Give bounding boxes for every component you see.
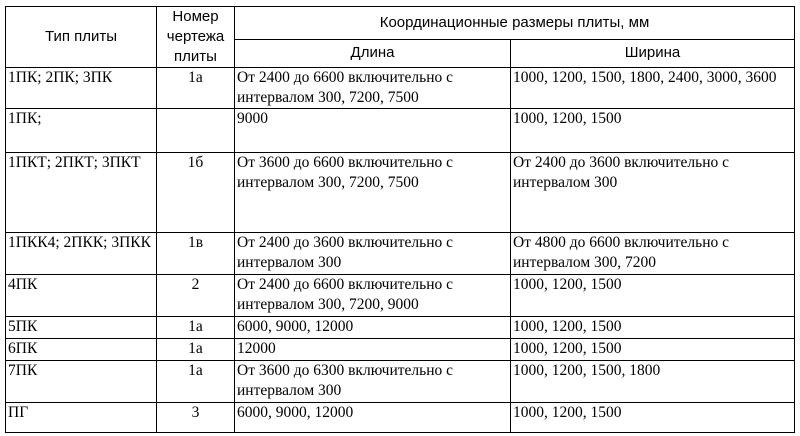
table-row xyxy=(6,275,795,317)
table-row xyxy=(6,361,795,403)
cell-drawing-number: 1а xyxy=(157,68,235,109)
cell-drawing-number: 1а xyxy=(157,317,235,339)
cell-plate-type: 1ПК; xyxy=(6,109,157,153)
header-plate-type: Тип плиты xyxy=(6,7,157,68)
cell-length: От 2400 до 6600 включительно с интервалом 300, 7200, 7500 xyxy=(235,68,511,109)
cell-plate-type: 1ПКТ; 2ПКТ; 3ПКТ xyxy=(6,153,157,233)
cell-plate-type: 5ПК xyxy=(6,317,157,339)
table-row xyxy=(6,403,795,433)
cell-plate-type: 6ПК xyxy=(6,339,157,361)
table-row xyxy=(6,109,795,153)
cell-width: 1000, 1200, 1500 xyxy=(511,109,795,153)
cell-width: 1000, 1200, 1500, 1800, 2400, 3000, 3600 xyxy=(511,68,795,109)
table-row xyxy=(6,233,795,275)
cell-width: 1000, 1200, 1500, 1800 xyxy=(511,361,795,403)
table-row xyxy=(6,68,795,109)
cell-plate-type: 4ПК xyxy=(6,275,157,317)
cell-drawing-number: 1в xyxy=(157,233,235,275)
cell-length: От 3600 до 6300 включительно с интервалом 300 xyxy=(235,361,511,403)
cell-length: 9000 xyxy=(235,109,511,153)
header-length: Длина xyxy=(235,39,511,67)
table-row xyxy=(6,339,795,361)
cell-length: 6000, 9000, 12000 xyxy=(235,403,511,433)
table-body xyxy=(6,68,795,433)
cell-drawing-number: 2 xyxy=(157,275,235,317)
table-header xyxy=(6,7,795,68)
cell-drawing-number: 3 xyxy=(157,403,235,433)
cell-drawing-number xyxy=(157,109,235,153)
cell-width: 1000, 1200, 1500 xyxy=(511,403,795,433)
cell-length: От 2400 до 6600 включительно с интервалом 300, 7200, 9000 xyxy=(235,275,511,317)
table-row xyxy=(6,317,795,339)
header-width: Ширина xyxy=(511,39,795,67)
cell-drawing-number: 1а xyxy=(157,339,235,361)
cell-drawing-number: 1а xyxy=(157,361,235,403)
cell-plate-type: 7ПК xyxy=(6,361,157,403)
header-coordination-sizes: Координационные размеры плиты, мм xyxy=(235,7,795,40)
cell-width: 1000, 1200, 1500 xyxy=(511,339,795,361)
cell-plate-type: ПГ xyxy=(6,403,157,433)
cell-drawing-number: 1б xyxy=(157,153,235,233)
cell-length: 6000, 9000, 12000 xyxy=(235,317,511,339)
cell-width: От 2400 до 3600 включительно с интервалом 300 xyxy=(511,153,795,233)
cell-width: 1000, 1200, 1500 xyxy=(511,317,795,339)
header-row-top xyxy=(6,7,795,40)
cell-plate-type: 1ПКК4; 2ПКК; 3ПКК xyxy=(6,233,157,275)
cell-length: От 2400 до 3600 включительно с интервалом 300 xyxy=(235,233,511,275)
cell-width: От 4800 до 6600 включительно с интервалом 300, 7200 xyxy=(511,233,795,275)
table-row xyxy=(6,153,795,233)
header-drawing-number: Номер чертежа плиты xyxy=(157,7,235,68)
cell-length: От 3600 до 6600 включительно с интервалом 300, 7200, 7500 xyxy=(235,153,511,233)
plate-dimensions-table xyxy=(5,6,795,433)
cell-plate-type: 1ПК; 2ПК; 3ПК xyxy=(6,68,157,109)
cell-width: 1000, 1200, 1500 xyxy=(511,275,795,317)
cell-length: 12000 xyxy=(235,339,511,361)
